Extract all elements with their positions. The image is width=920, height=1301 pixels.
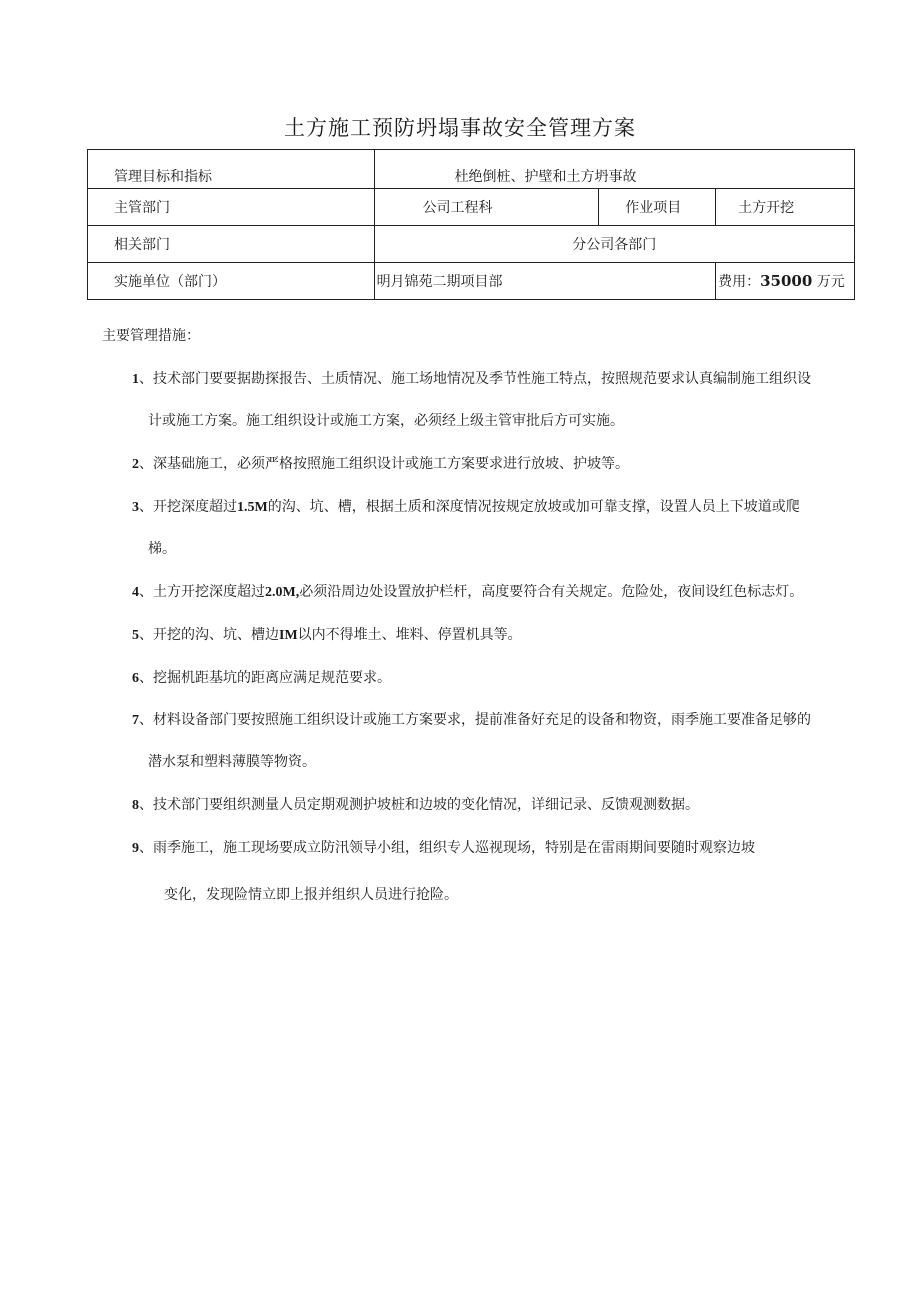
item-number: 6 [132, 671, 139, 686]
list-item [132, 453, 629, 473]
impl-unit-value: 明月锦苑二期项目部 [374, 263, 716, 300]
section-title: 主要管理措施： [102, 328, 200, 344]
list-item [132, 667, 391, 687]
item-text: 、挖掘机距基坑的距离应满足规范要求。 [139, 670, 391, 686]
goal-value-text: 杜绝倒桩、护壁和土方坍事故 [454, 169, 637, 185]
list-item [132, 837, 755, 857]
list-item-continuation: 梯。 [148, 541, 176, 557]
item-text: 、深基础施工，必须严格按照施工组织设计或施工方案要求进行放坡、护坡等。 [139, 456, 629, 472]
item-number: 3 [132, 500, 139, 515]
document-title: 土方施工预防坍塌事故安全管理方案 [284, 116, 636, 140]
related-dept-label: 相关部门 [88, 226, 375, 263]
item-number: 1 [132, 372, 139, 387]
item-text: 的沟、坑、槽，根据土质和深度情况按规定放坡或加可靠支撑，设置人员上下坡道或爬 [267, 499, 800, 515]
item-number: 7 [132, 713, 139, 728]
list-item-continuation: 计或施工方案。施工组织设计或施工方案，必须经上级主管审批后方可实施。 [148, 413, 624, 429]
item-text: 必须沿周边处设置放护栏杆，高度要符合有关规定。危险处，夜间设红色标志灯。 [299, 584, 804, 600]
list-item-continuation: 潜水泵和塑料薄膜等物资。 [148, 754, 316, 770]
item-text: 、技术部门要组织测量人员定期观测护坡桩和边坡的变化情况，详细记录、反馈观测数据。 [139, 797, 699, 813]
item-text: 、技术部门要要据勘探报告、土质情况、施工场地情况及季节性施工特点，按照规范要求认真编制施工组织设 [139, 371, 811, 387]
list-item [132, 709, 811, 729]
impl-unit-label: 实施单位（部门） [88, 263, 375, 300]
item-number: 2 [132, 457, 139, 472]
item-text: 、开挖深度超过 [139, 499, 237, 515]
item-value: 1.5M [237, 500, 268, 515]
item-number: 8 [132, 798, 139, 813]
item-number: 5 [132, 628, 139, 643]
fee-unit: 万元 [816, 274, 845, 290]
work-item-value-text: 土方开挖 [738, 200, 795, 216]
list-item [132, 368, 811, 388]
item-number: 4 [132, 585, 139, 600]
list-item [132, 581, 803, 601]
dept-value-text: 公司工程科 [422, 200, 493, 216]
list-item [132, 794, 699, 814]
goal-label: 管理目标和指标 [88, 150, 375, 189]
item-text: 、开挖的沟、坑、槽边 [139, 627, 279, 643]
list-item-continuation: 变化，发现险情立即上报并组织人员进行抢险。 [164, 887, 458, 903]
dept-label: 主管部门 [88, 189, 375, 226]
item-text: 、雨季施工，施工现场要成立防汛领导小组，组织专人巡视现场，特别是在雷雨期间要随时观察边坡 [139, 840, 755, 856]
item-number: 9 [132, 841, 139, 856]
fee-amount: 35000 [760, 272, 813, 290]
item-text: 以内不得堆土、堆料、停置机具等。 [297, 627, 522, 643]
list-item [132, 496, 800, 516]
item-text: 、土方开挖深度超过 [139, 584, 265, 600]
related-dept-value: 分公司各部门 [374, 226, 854, 263]
work-item-label-text: 作业项目 [625, 200, 682, 216]
item-value: 2.0M, [265, 585, 300, 600]
list-item [132, 624, 522, 644]
item-text: 、材料设备部门要按照施工组织设计或施工方案要求，提前准备好充足的设备和物资，雨季施工要准备足够的 [139, 712, 811, 728]
item-value: IM [279, 628, 298, 643]
fee-label: 费用： [718, 274, 761, 290]
